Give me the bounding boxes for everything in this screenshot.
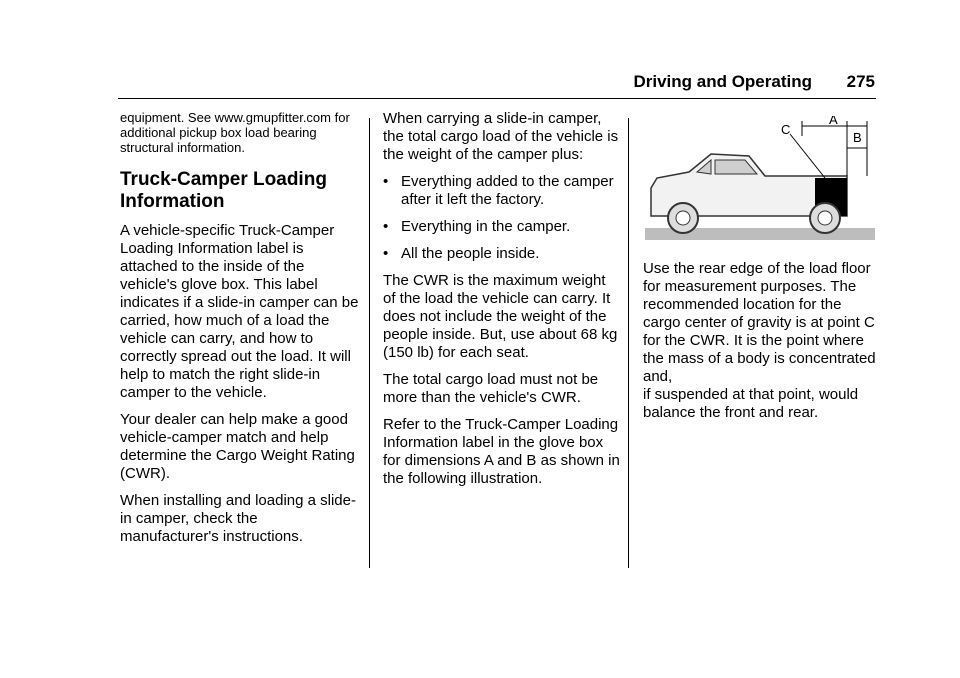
- bullet-item: [383, 173, 621, 209]
- paragraph: When carrying a slide-in camper, the total cargo load of the vehicle is the weight of the camper plus:: [383, 110, 619, 163]
- bullet-mark: •: [383, 173, 389, 190]
- paragraph: if suspended at that point, would balance the front and rear.: [643, 386, 859, 421]
- bullet-text: All the people inside.: [401, 245, 540, 262]
- column-divider: [628, 118, 629, 568]
- page-number: 275: [846, 72, 875, 91]
- label-b: B: [853, 130, 862, 145]
- truck-diagram: [645, 116, 875, 252]
- bullet-mark: •: [383, 245, 389, 262]
- point-c-leader: [790, 134, 825, 178]
- column-middle: [383, 110, 621, 497]
- paragraph: Use the rear edge of the load floor for measurement purposes. The recommended location for the cargo center of gravity is at point C for the CWR. It is the point where the mass of a body is concentrated and,: [643, 260, 876, 385]
- column-divider: [369, 118, 370, 568]
- bullet-item: [383, 245, 621, 263]
- truck-camper-illustration: [645, 116, 875, 252]
- page-header: [0, 72, 960, 96]
- section-heading: Truck-Camper Loading Information: [120, 169, 327, 212]
- section-title: Driving and Operating: [633, 72, 812, 91]
- paragraph: A vehicle-specific Truck-Camper Loading Information label is attached to the inside of the vehicle's glove box. This label indicates if a slide-in camper can be carried, how much of a load the vehicle can carry, and how to correctly spread out the load. It will help to match the right slide-in camper to the vehicle.: [120, 222, 359, 401]
- label-c: C: [781, 122, 791, 137]
- header-rule: [118, 98, 876, 99]
- paragraph: Your dealer can help make a good vehicle-camper match and help determine the Cargo Weight Rating (CWR).: [120, 411, 355, 482]
- intro-note: equipment. See www.gmupfitter.com for additional pickup box load bearing structural information.: [120, 110, 350, 155]
- paragraph: The total cargo load must not be more than the vehicle's CWR.: [383, 371, 599, 406]
- paragraph: Refer to the Truck-Camper Loading Information label in the glove box for dimensions A and B as shown in the following illustration.: [383, 416, 620, 487]
- paragraph: When installing and loading a slide-in camper, check the manufacturer's instructions.: [120, 492, 356, 545]
- label-a: A: [829, 116, 838, 127]
- bullet-text: Everything in the camper.: [401, 218, 571, 235]
- bullet-text: Everything added to the camper after it left the factory.: [401, 173, 614, 208]
- column-right: [643, 110, 878, 431]
- bullet-mark: •: [383, 218, 389, 235]
- column-left: [120, 110, 360, 555]
- paragraph: The CWR is the maximum weight of the load the vehicle can carry. It does not include the weight of the people inside. But, use about 68 kg (150 lb) for each seat.: [383, 272, 618, 361]
- bullet-item: [383, 218, 621, 236]
